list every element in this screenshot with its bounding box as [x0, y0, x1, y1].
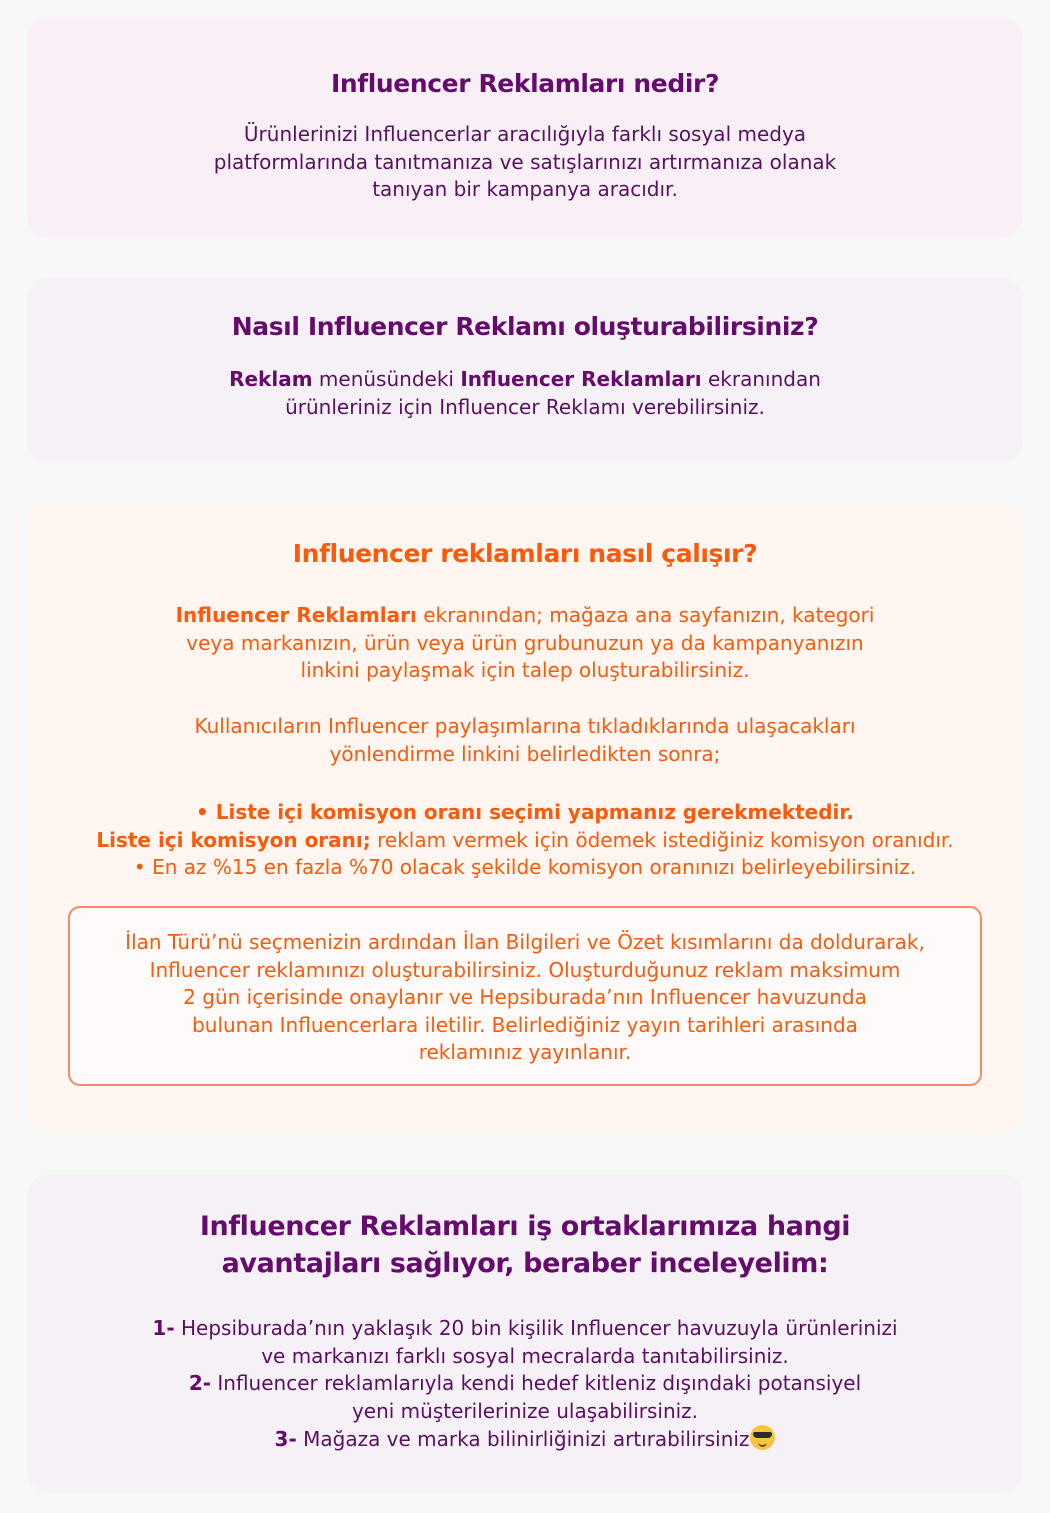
text-segment: Mağaza ve marka bilinirliğinizi artırabilirsiniz	[296, 1427, 750, 1451]
notice-line: reklamınız yayınlanır.	[418, 1040, 632, 1064]
paragraph-line	[27, 602, 1023, 630]
text-segment: ekranından	[701, 367, 821, 391]
advantage-item-1-continued: ve markanızı farklı sosyal mecralarda tanıtabilirsiniz.	[261, 1343, 789, 1368]
influencer-ads-screen-label: Influencer Reklamları	[175, 603, 417, 627]
paragraph-line: veya markanızın, ürün veya ürün grubunuzun ya da kampanyanızın	[186, 630, 864, 655]
reklam-menu-label: Reklam	[229, 367, 313, 391]
notice-line: İlan Türü’nü seçmenizin ardından İlan Bilgileri ve Özet kısımlarını da doldurarak,	[125, 930, 925, 954]
how-it-works-card	[27, 503, 1023, 1133]
notice-line: Influencer reklamınızı oluşturabilirsiniz. Oluşturduğunuz reklam maksimum	[149, 957, 901, 982]
paragraph-line: Kullanıcıların Influencer paylaşımlarına tıkladıklarında ulaşacakları	[194, 714, 856, 738]
what-is-description	[27, 121, 1023, 204]
advantage-item-3	[27, 1425, 1023, 1454]
paragraph-line: linkini paylaşmak için talep oluşturabilirsiniz.	[300, 658, 750, 682]
what-is-title: Influencer Reklamları nedir?	[330, 69, 720, 98]
advantages-list	[27, 1315, 1023, 1454]
title-line: Influencer Reklamları iş ortaklarımıza hangi	[199, 1211, 851, 1242]
description-line: Ürünlerinizi Influencerlar aracılığıyla farklı sosyal medya	[243, 122, 807, 146]
text-segment: Hepsiburada’nın yaklaşık 20 bin kişilik Influencer havuzuyla ürünlerinizi	[174, 1316, 898, 1340]
advantage-item-1	[27, 1315, 1023, 1343]
how-it-works-paragraph-2	[27, 713, 1023, 768]
how-to-create-card	[27, 277, 1023, 463]
text-segment: reklam vermek için ödemek istediğiniz komisyon oranıdır.	[370, 827, 954, 852]
commission-info	[27, 799, 1023, 882]
commission-term: Liste içi komisyon oranı;	[96, 827, 371, 852]
commission-definition	[27, 827, 1023, 855]
how-it-works-paragraph-1	[27, 602, 1023, 685]
item-number: 2-	[188, 1371, 212, 1395]
description-line: tanıyan bir kampanya aracıdır.	[372, 177, 678, 201]
title-line: avantajları sağlıyor, beraber inceleyelim:	[221, 1248, 829, 1279]
smiling-face-with-sunglasses-icon	[750, 1425, 775, 1450]
description-line: ürünleriniz için Influencer Reklamı verebilirsiniz.	[285, 394, 765, 419]
notice-box	[68, 906, 982, 1086]
paragraph-line: yönlendirme linkini belirledikten sonra;	[329, 741, 721, 766]
notice-line: 2 gün içerisinde onaylanır ve Hepsiburada’nın Influencer havuzunda	[183, 985, 867, 1009]
how-to-create-title: Nasıl Influencer Reklamı oluşturabilirsiniz?	[231, 312, 819, 341]
item-number: 1-	[152, 1316, 175, 1340]
advantages-card	[27, 1174, 1023, 1493]
how-to-create-description	[27, 366, 1023, 421]
advantage-item-2	[27, 1370, 1023, 1398]
text-segment: menüsündeki	[312, 367, 461, 391]
how-it-works-title: Influencer reklamları nasıl çalışır?	[292, 539, 758, 568]
text-segment: Influencer reklamlarıyla kendi hedef kitleniz dışındaki potansiyel	[211, 1371, 862, 1395]
advantages-title	[27, 1208, 1023, 1282]
item-number: 3-	[274, 1427, 297, 1451]
description-line	[27, 366, 1023, 394]
commission-required-text: • Liste içi komisyon oranı seçimi yapmanız gerekmektedir.	[195, 800, 855, 824]
commission-bullet-1	[27, 799, 1023, 827]
commission-bullet-2: • En az %15 en fazla %70 olacak şekilde komisyon oranınızı belirleyebilirsiniz.	[133, 855, 917, 879]
description-line: platformlarında tanıtmanıza ve satışlarınızı artırmanıza olanak	[213, 149, 837, 174]
what-is-card	[27, 17, 1023, 238]
advantage-item-2-continued: yeni müşterilerinize ulaşabilirsiniz.	[351, 1398, 699, 1423]
influencer-ads-screen-label: Influencer Reklamları	[460, 367, 702, 391]
text-segment: ekranından; mağaza ana sayfanızın, kategori	[416, 603, 875, 627]
notice-text	[70, 929, 980, 1067]
notice-line: bulunan Influencerlara iletilir. Belirlediğiniz yayın tarihleri arasında	[192, 1012, 858, 1037]
